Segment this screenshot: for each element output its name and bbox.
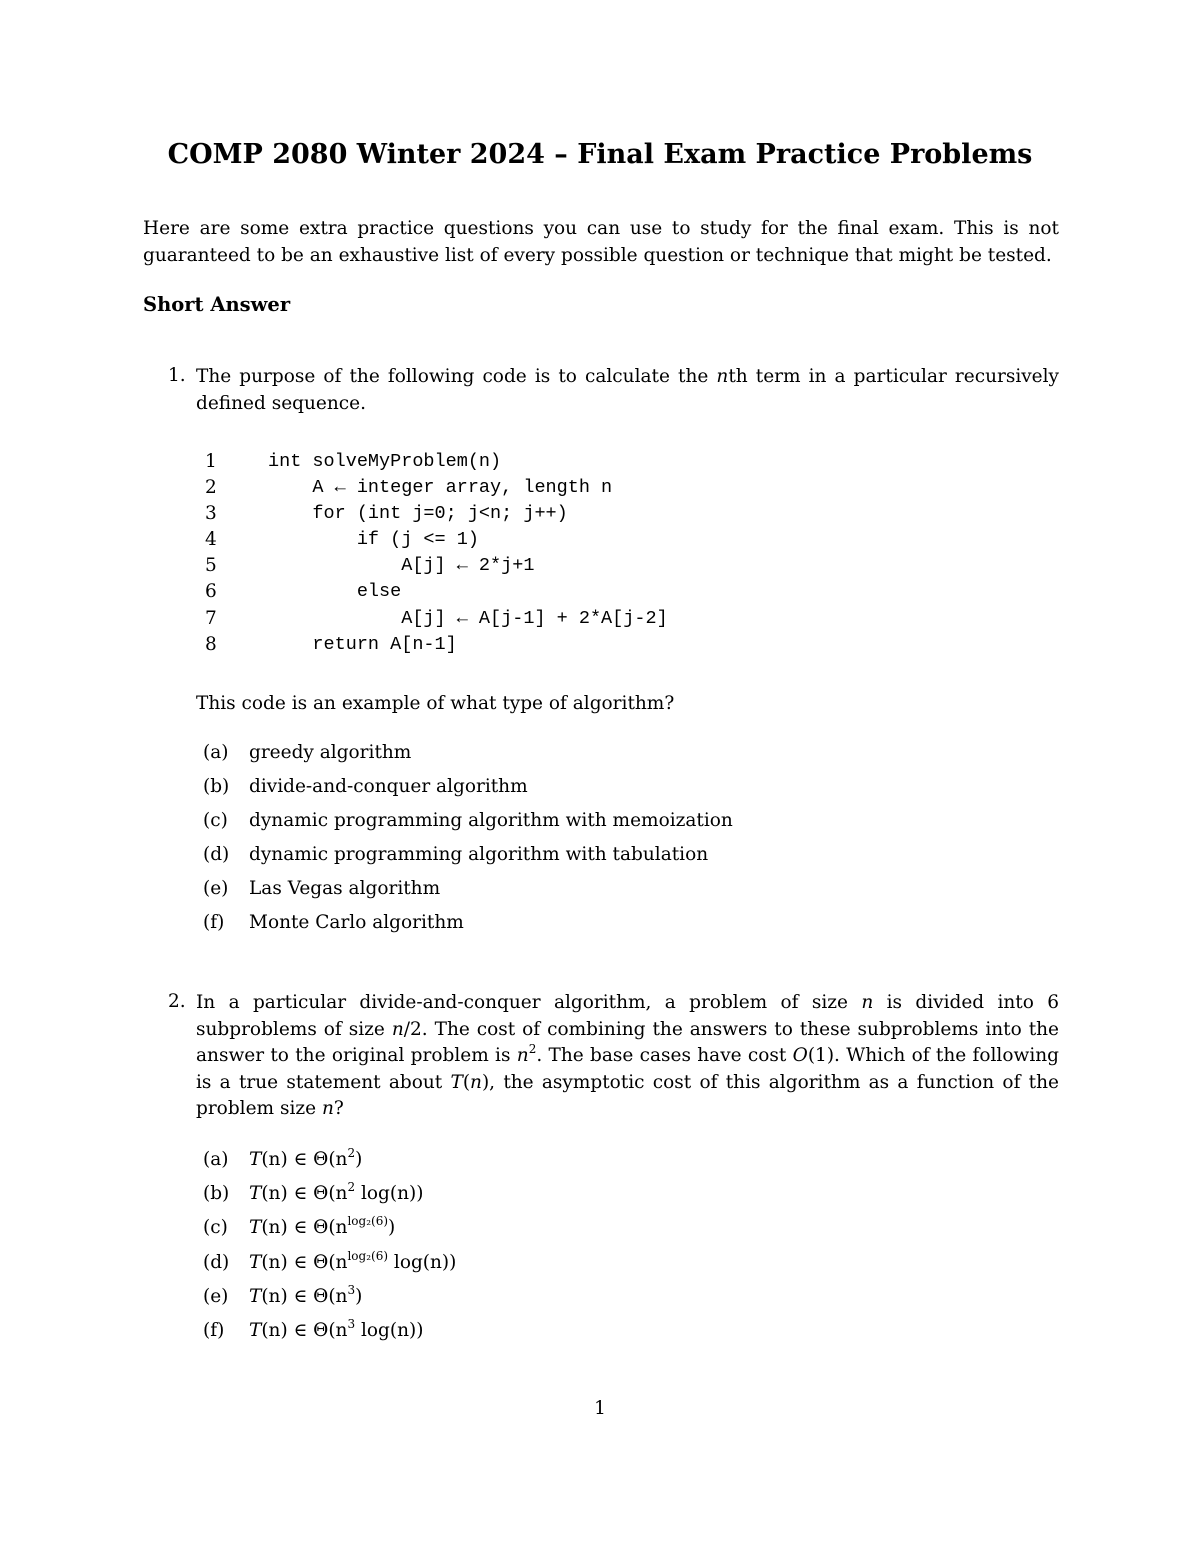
- option-text: dynamic programming algorithm with memoization: [249, 810, 733, 831]
- option-math: [249, 1211, 395, 1245]
- option-item: [203, 1314, 456, 1348]
- option-main: (n) ∈ Θ(n: [261, 1319, 348, 1341]
- option-label: (e): [203, 1285, 229, 1307]
- code-line: [205, 579, 668, 605]
- option-item: [203, 838, 733, 872]
- option-math: [249, 1314, 423, 1348]
- option-text: divide-and-conquer algorithm: [249, 776, 528, 797]
- option-item: [203, 1143, 456, 1177]
- option-main: (n) ∈ Θ(n: [261, 1149, 348, 1170]
- option-exponent: 3: [347, 1316, 356, 1331]
- code-line-number: 3: [205, 503, 217, 525]
- math-var: T: [249, 1183, 262, 1205]
- code-line: [205, 527, 668, 553]
- code-line-text: int solveMyProblem(n): [268, 451, 502, 472]
- option-item: [203, 1280, 456, 1314]
- question-1-prompt: This code is an example of what type of algorithm?: [196, 693, 675, 714]
- math-var: T: [249, 1149, 262, 1170]
- code-line: [205, 632, 668, 658]
- option-label: (f): [203, 912, 225, 933]
- option-tail: ): [355, 1149, 363, 1170]
- option-item: [203, 1177, 456, 1211]
- question-1-number: 1.: [168, 365, 186, 386]
- option-exponent: log₂(6): [347, 1248, 389, 1263]
- math-var: T: [249, 1319, 262, 1341]
- option-item: [203, 1246, 456, 1280]
- option-main: (n) ∈ Θ(n: [261, 1217, 348, 1239]
- option-label: (d): [203, 1251, 230, 1273]
- code-line-number: 2: [205, 477, 217, 499]
- math-var: T: [249, 1251, 262, 1273]
- intro-paragraph: Here are some extra practice questions you can use to study for the final exam. This is not guaranteed to be an exhaustive list of every possible question or technique that might be tested.: [143, 218, 1059, 266]
- option-item: [203, 736, 733, 770]
- option-main: (n) ∈ Θ(n: [261, 1251, 348, 1273]
- page-number: 1: [594, 1398, 606, 1419]
- option-tail: log(n)): [388, 1251, 457, 1273]
- code-line-number: 7: [205, 607, 217, 629]
- code-line-number: 6: [205, 581, 217, 603]
- option-math: [249, 1143, 362, 1177]
- option-text: Monte Carlo algorithm: [249, 912, 464, 933]
- option-tail: log(n)): [355, 1183, 424, 1205]
- option-item: [203, 872, 733, 906]
- code-line-number: 8: [205, 633, 217, 655]
- code-line-text: return A[n-1]: [268, 633, 457, 655]
- option-text: dynamic programming algorithm with tabulation: [249, 844, 709, 865]
- option-item: [203, 1211, 456, 1245]
- math-var: T: [249, 1285, 262, 1307]
- code-line-number: 4: [205, 529, 217, 551]
- option-exponent: log₂(6): [347, 1214, 389, 1229]
- code-line: [205, 606, 668, 632]
- option-label: (e): [203, 878, 229, 899]
- option-tail: ): [355, 1285, 363, 1307]
- option-math: [249, 1280, 362, 1314]
- option-label: (a): [203, 742, 229, 763]
- code-block: [205, 449, 668, 658]
- code-line-text: for (int j=0; j<n; j++): [268, 503, 568, 525]
- code-line-text: A ← integer array, length n: [268, 477, 613, 499]
- code-line-text: if (j <= 1): [268, 529, 479, 551]
- option-item: [203, 804, 733, 838]
- option-label: (a): [203, 1149, 229, 1170]
- option-main: (n) ∈ Θ(n: [261, 1285, 348, 1307]
- code-line-number: 5: [205, 555, 217, 577]
- question-2-text: In a particular divide-and-conquer algorithm, a problem of size n is divided into 6 subproblems of size n/2. The cost of combining the answers to these subproblems into the answer to the original problem is $n^2$. The base cases have cost O(1). Which of the following is a true statement about T(n), the asymptotic cost of this algorithm as a function of the problem size n?: [196, 992, 1059, 1119]
- option-item: [203, 906, 733, 940]
- option-item: [203, 770, 733, 804]
- option-text: greedy algorithm: [249, 742, 412, 763]
- code-line-number: 1: [205, 451, 217, 472]
- question-2-options: [203, 1143, 456, 1348]
- option-math: [249, 1246, 456, 1280]
- option-tail: log(n)): [355, 1319, 424, 1341]
- math-var: T: [249, 1217, 262, 1239]
- option-label: (f): [203, 1319, 225, 1341]
- code-line: [205, 553, 668, 579]
- code-line-text: else: [268, 581, 402, 603]
- option-exponent: 2: [347, 1146, 356, 1160]
- option-exponent: 3: [347, 1282, 356, 1297]
- page-title: COMP 2080 Winter 2024 – Final Exam Practice Problems: [167, 139, 1033, 170]
- code-line-text: A[j] ← A[j-1] + 2*A[j-2]: [268, 607, 668, 629]
- option-label: (c): [203, 1217, 228, 1239]
- question-1-text: The purpose of the following code is to calculate the nth term in a particular recursively defined sequence.: [196, 366, 1059, 414]
- code-line-text: A[j] ← 2*j+1: [268, 555, 535, 577]
- option-label: (b): [203, 1183, 230, 1205]
- option-main: (n) ∈ Θ(n: [261, 1183, 348, 1205]
- option-math: [249, 1177, 423, 1211]
- code-line: [205, 501, 668, 527]
- option-label: (b): [203, 776, 230, 797]
- option-tail: ): [388, 1217, 396, 1239]
- code-line: [205, 475, 668, 501]
- option-label: (c): [203, 810, 228, 831]
- option-text: Las Vegas algorithm: [249, 878, 441, 899]
- question-1-options: [203, 736, 733, 940]
- option-label: (d): [203, 844, 230, 865]
- question-2-number: 2.: [168, 991, 186, 1012]
- option-exponent: 2: [347, 1180, 356, 1195]
- section-heading: Short Answer: [143, 293, 291, 316]
- code-line: [205, 449, 668, 475]
